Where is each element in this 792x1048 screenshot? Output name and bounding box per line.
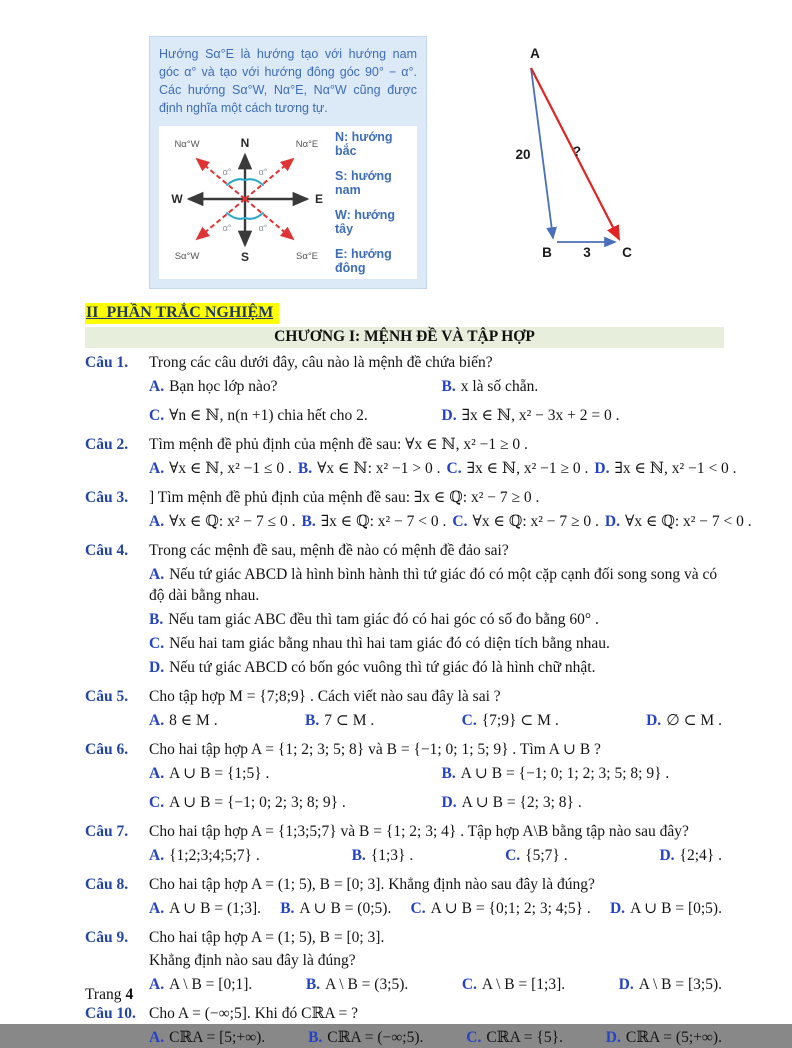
option-letter: B. [308,1028,323,1046]
option-letter: B. [297,459,313,477]
question-body [149,821,724,866]
legend-west: W: hướng tây [335,207,396,236]
option [442,792,725,813]
question-label: Câu 9. [85,928,129,946]
question-body [149,686,724,731]
page-footer [85,986,133,1004]
options [149,564,724,678]
question-stem: Trong các câu dưới đây, câu nào là mệnh đề chứa biến? [149,353,493,371]
option-text: {1;2;3;4;5;7} . [169,846,260,864]
option [149,376,432,397]
options [149,1027,724,1048]
option [452,511,599,532]
angle-arc [227,213,245,219]
option [149,710,218,731]
question-body [149,874,724,919]
option [149,1027,265,1048]
option [149,511,296,532]
option-text: A \ B = [3;5). [638,975,722,993]
option-text: Nếu tứ giác ABCD có bốn góc vuông thì tứ giác đó là hình chữ nhật. [169,658,596,676]
option-letter: C. [461,711,477,729]
option-text: 7 ⊂ M . [324,711,375,729]
option-letter: A. [149,565,165,583]
question-label: Câu 3. [85,488,129,506]
option [302,511,447,532]
option [606,1027,722,1048]
option-text: A ∪ B = {0;1; 2; 3; 4;5} . [430,899,591,917]
option-text: {1;3} . [370,846,414,864]
option [149,898,261,919]
question-label: Câu 1. [85,353,129,371]
option-text: Nếu tam giác ABC đều thì tam giác đó có hai góc có số đo bằng 60° . [168,610,599,628]
option-text: ∃x ∈ ℕ, x² −1 ≥ 0 . [466,459,589,477]
side-bc-label: 3 [583,245,591,260]
option-letter: A. [149,512,165,530]
option-letter: D. [646,711,662,729]
question-body [149,540,724,678]
legend-north: N: hướng bắc [335,129,393,158]
option-text: A ∪ B = {2; 3; 8} . [461,793,582,811]
question-stem: Tìm mệnh đề phủ định của mệnh đề sau: ∀x ∈ ℕ, x² −1 ≥ 0 . [149,435,528,453]
vertex-c-label: C [622,245,632,260]
option-text: CℝA = [5;+∞). [169,1028,266,1046]
question-label: Câu 5. [85,687,129,705]
option-text: ∀x ∈ ℕ: x² −1 > 0 . [317,459,441,477]
option-letter: C. [410,899,426,917]
option-letter: A. [149,459,165,477]
option-text: ∃x ∈ ℕ, x² −1 < 0 . [614,459,737,477]
question-stem: Cho hai tập hợp A = (1; 5), B = [0; 3]. [149,928,385,946]
question-stem-line2: Khẳng định nào sau đây là đúng? [149,951,356,969]
angle-arc [245,179,263,185]
option-letter: A. [149,377,165,395]
option-text: CℝA = (−∞;5). [327,1028,424,1046]
question-stem: ] Tìm mệnh đề phủ định của mệnh đề sau: ∃x ∈ ℚ: x² − 7 ≥ 0 . [149,488,540,506]
triangle-figure [479,42,679,269]
option [149,763,432,784]
option-text: ∃x ∈ ℚ: x² − 7 < 0 . [320,512,447,530]
option-letter: D. [604,512,620,530]
compass-label-ne: Nα°E [295,139,319,150]
option [149,458,292,479]
option [442,376,725,397]
footer-label: Trang [85,986,122,1003]
alpha-label: α° [222,223,232,233]
question [85,821,724,866]
options [149,763,724,813]
option-letter: D. [659,846,675,864]
question-label: Câu 7. [85,822,129,840]
options [149,710,724,731]
options [149,458,739,479]
option-letter: C. [149,793,165,811]
compass-label-w: W [171,192,183,206]
option-text: x là số chẵn. [460,377,539,395]
legend-east: E: hướng đông [335,246,392,275]
vertex-b-label: B [542,245,552,260]
legend-south: S: hướng nam [335,168,392,197]
option-letter: B. [149,610,164,628]
question-stem: Cho hai tập hợp A = (1; 5), B = [0; 3]. Khẳng định nào sau đây là đúng? [149,875,595,893]
option-text: A \ B = (3;5). [325,975,409,993]
section-heading: II_PHẦN TRẮC NGHIỆM [85,303,279,324]
option [149,564,724,606]
question-label: Câu 2. [85,435,129,453]
option-letter: B. [280,899,295,917]
vertex-a-label: A [530,46,540,61]
option-text: {2;4} . [679,846,722,864]
question-body [149,1003,724,1048]
option-letter: C. [149,634,165,652]
compass-label-e: E [314,192,324,206]
option-letter: D. [594,459,610,477]
option-text: A ∪ B = {1;5} . [169,764,270,782]
option-letter: B. [441,764,456,782]
question-stem: Trong các mệnh đề sau, mệnh đề nào có mệnh đề đảo sai? [149,541,509,559]
option-text: ∅ ⊂ M . [666,711,722,729]
option-text: Nếu tứ giác ABCD là hình bình hành thì tứ giác đó có một cặp cạnh đối song song và có độ dài bằng nhau. [149,565,718,604]
option-text: A ∪ B = {−1; 0; 2; 3; 8; 9} . [169,793,346,811]
option-text: A ∪ B = (0;5). [299,899,392,917]
option-text: A \ B = [1;3]. [481,975,566,993]
option [149,657,724,678]
option [298,458,441,479]
option-text: CℝA = {5}. [486,1028,563,1046]
option-letter: C. [505,846,521,864]
side-ac-label: ? [572,144,582,159]
option [308,1027,423,1048]
option-letter: B. [301,512,316,530]
option [280,898,391,919]
question [85,739,724,813]
option [305,710,374,731]
option-text: A \ B = [0;1]. [169,975,253,993]
option-text: Bạn học lớp nào? [169,377,278,395]
top-figures-row [85,36,724,289]
option [619,974,722,995]
options [149,376,724,426]
option [659,845,722,866]
option-letter: D. [441,406,457,424]
option [149,609,724,630]
option-text: ∀x ∈ ℕ, x² −1 ≤ 0 . [169,459,292,477]
option-letter: B. [351,846,366,864]
option-letter: B. [305,711,320,729]
option [466,1027,563,1048]
compass-panel [159,126,417,279]
option-letter: C. [466,1028,482,1046]
option-text: {7;9} ⊂ M . [481,711,559,729]
option [442,763,725,784]
option [352,845,414,866]
question [85,434,737,479]
question-body [149,434,739,479]
option-letter: D. [149,658,165,676]
side-ab-label: 20 [515,147,531,162]
option-letter: A. [149,846,165,864]
option [149,792,432,813]
compass-diagram [161,133,333,271]
option-letter: A. [149,975,165,993]
compass-legend [335,130,415,275]
option [462,974,565,995]
compass-label-se: Sα°E [296,251,318,262]
question-stem: Cho tập hợp M = {7;8;9} . Cách viết nào sau đây là sai ? [149,687,501,705]
question-body [149,927,724,995]
option-text: ∀x ∈ ℚ: x² − 7 ≤ 0 . [169,512,296,530]
option [411,898,591,919]
option [646,710,722,731]
options [149,898,724,919]
compass-label-n: N [240,136,250,150]
option-letter: A. [149,711,165,729]
option-text: 8 ∈ M . [169,711,218,729]
question-stem: Cho hai tập hợp A = {1;3;5;7} và B = {1; 2; 3; 4} . Tập hợp A\B bằng tập nào sau đây? [149,822,689,840]
option [442,405,725,426]
option-letter: A. [149,764,165,782]
option-letter: C. [452,512,468,530]
option [149,405,432,426]
options [149,845,724,866]
option [505,845,568,866]
question-label: Câu 8. [85,875,129,893]
option-letter: C. [461,975,477,993]
option-text: ∀x ∈ ℚ: x² − 7 ≥ 0 . [472,512,599,530]
alpha-label: α° [258,223,268,233]
question-body [149,352,724,426]
question-label: Câu 4. [85,541,129,559]
option [610,898,722,919]
question [85,927,724,995]
question [85,540,724,678]
option [447,458,589,479]
option-text: ∀x ∈ ℚ: x² − 7 < 0 . [625,512,752,530]
option [149,974,252,995]
question-body [149,487,754,532]
question [85,487,752,532]
compass-label-nw: Nα°W [174,139,200,150]
option [149,845,260,866]
option-letter: A. [149,1028,165,1046]
option-letter: B. [441,377,456,395]
option-text: {5;7} . [525,846,568,864]
question [85,874,724,919]
footer-page-number: 4 [125,986,134,1003]
question [85,1003,724,1048]
option [149,633,724,654]
compass-label-s: S [240,250,250,264]
alpha-label: α° [222,167,232,177]
chapter-heading: CHƯƠNG I: MỆNH ĐỀ VÀ TẬP HỢP [85,327,724,348]
options [149,511,754,532]
question-stem: Cho A = (−∞;5]. Khi đó CℝA = ? [149,1004,359,1022]
options [149,974,724,995]
question-list [85,352,752,1048]
question-stem: Cho hai tập hợp A = {1; 2; 3; 5; 8} và B = {−1; 0; 1; 5; 9} . Tìm A ∪ B ? [149,740,601,758]
option-letter: C. [149,406,165,424]
option-letter: A. [149,899,165,917]
option [306,974,408,995]
option-text: A ∪ B = [0;5). [630,899,722,917]
option-letter: D. [441,793,457,811]
compass-label-sw: Sα°W [174,251,200,262]
question [85,352,724,426]
option [605,511,752,532]
alpha-label: α° [258,167,268,177]
angle-arc [227,179,245,185]
option-text: Nếu hai tam giác bằng nhau thì hai tam giác đó có diện tích bằng nhau. [169,634,610,652]
question-label: Câu 6. [85,740,129,758]
direction-definition-text: Hướng Sα°E là hướng tạo với hướng nam góc α° và tạo với hướng đông góc 90° − α°. Các hướng Sα°W, Nα°E, Nα°W cũng được định nghĩa một cách tương tự. [159,47,417,116]
option-letter: D. [605,1028,621,1046]
angle-arc [245,213,263,219]
question [85,686,724,731]
option-text: ∀n ∈ ℕ, n(n +1) chia hết cho 2. [169,406,368,424]
option [462,710,559,731]
option-text: A ∪ B = {−1; 0; 1; 2; 3; 5; 8; 9} . [460,764,670,782]
question-body [149,739,724,813]
option-letter: B. [305,975,321,993]
option-letter: D. [618,975,634,993]
option-text: A ∪ B = (1;3]. [169,899,261,917]
question-label: Câu 10. [85,1004,136,1022]
direction-infobox [149,36,427,289]
option-text: CℝA = (5;+∞). [625,1028,722,1046]
option-letter: C. [446,459,462,477]
option-text: ∃x ∈ ℕ, x² − 3x + 2 = 0 . [461,406,620,424]
option-letter: D. [609,899,626,917]
option [594,458,736,479]
